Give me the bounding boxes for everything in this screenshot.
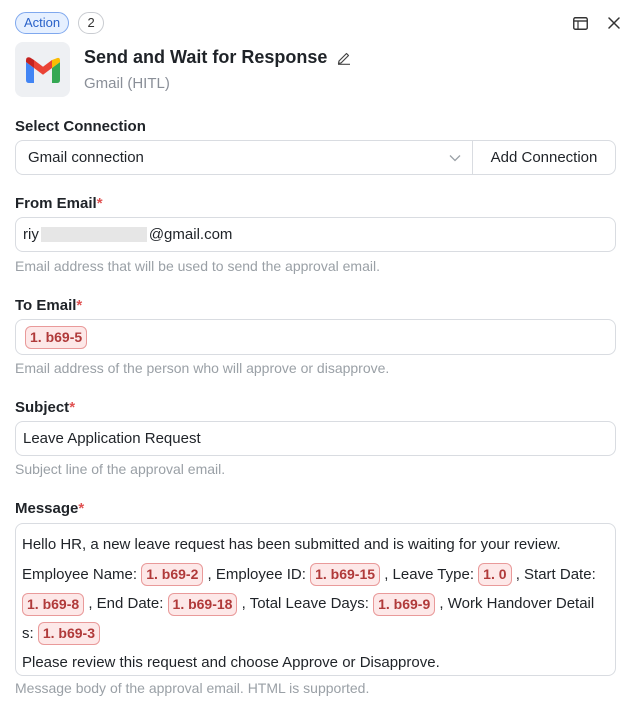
to-email-label: To Email*: [15, 297, 83, 314]
action-badge: Action: [15, 12, 69, 34]
variable-token[interactable]: 1. b69-9: [373, 593, 435, 616]
step-header: [15, 42, 351, 97]
connection-selected-value: Gmail connection: [28, 149, 144, 166]
window-controls: [572, 15, 622, 31]
message-line: 1. b69-8 , End Date: 1. b69-18 , Total Leave Days: 1. b69-9 , Work Handover Detail: [22, 589, 609, 619]
variable-token[interactable]: 1. b69-2: [141, 563, 203, 586]
variable-token[interactable]: 1. b69-15: [310, 563, 380, 586]
variable-token[interactable]: 1. 0: [478, 563, 511, 586]
step-count-badge: 2: [78, 12, 104, 34]
to-email-help: Email address of the person who will approve or disapprove.: [15, 360, 390, 376]
from-email-help: Email address that will be used to send the approval email.: [15, 258, 380, 274]
top-bar: [15, 12, 622, 34]
panel-layout-icon[interactable]: [572, 15, 588, 31]
connection-select[interactable]: [15, 140, 473, 175]
message-line: Hello HR, a new leave request has been submitted and is waiting for your review.: [22, 536, 561, 553]
message-line: Please review this request and choose Approve or Disapprove.: [22, 654, 440, 671]
gmail-logo-icon: [15, 42, 70, 97]
variable-token[interactable]: 1. b69-18: [168, 593, 238, 616]
from-email-label: From Email*: [15, 195, 103, 212]
variable-token[interactable]: 1. b69-3: [38, 622, 100, 645]
step-title: Send and Wait for Response: [84, 47, 328, 67]
subject-input[interactable]: Leave Application Request: [15, 421, 616, 456]
message-line: Employee Name: 1. b69-2 , Employee ID: 1. b69-15 , Leave Type: 1. 0 , Start Date:: [22, 560, 609, 590]
subject-label: Subject*: [15, 399, 76, 416]
message-label: Message*: [15, 500, 85, 517]
subject-help: Subject line of the approval email.: [15, 461, 226, 477]
add-connection-button[interactable]: Add Connection: [472, 140, 616, 175]
variable-token[interactable]: 1. b69-8: [22, 593, 84, 616]
chevron-down-icon: [449, 149, 461, 166]
redacted-mask: [41, 227, 147, 242]
pencil-icon[interactable]: [337, 51, 351, 65]
message-line: s: 1. b69-3: [22, 619, 609, 649]
close-icon[interactable]: [606, 15, 622, 31]
connection-label: Select Connection: [15, 118, 146, 135]
step-subtitle: Gmail (HITL): [84, 75, 170, 92]
from-email-input[interactable]: riy @gmail.com: [15, 217, 616, 252]
message-editor[interactable]: [15, 523, 616, 676]
variable-token[interactable]: 1. b69-5: [25, 326, 87, 349]
message-help: Message body of the approval email. HTML is supported.: [15, 680, 370, 696]
to-email-input[interactable]: [15, 319, 616, 355]
